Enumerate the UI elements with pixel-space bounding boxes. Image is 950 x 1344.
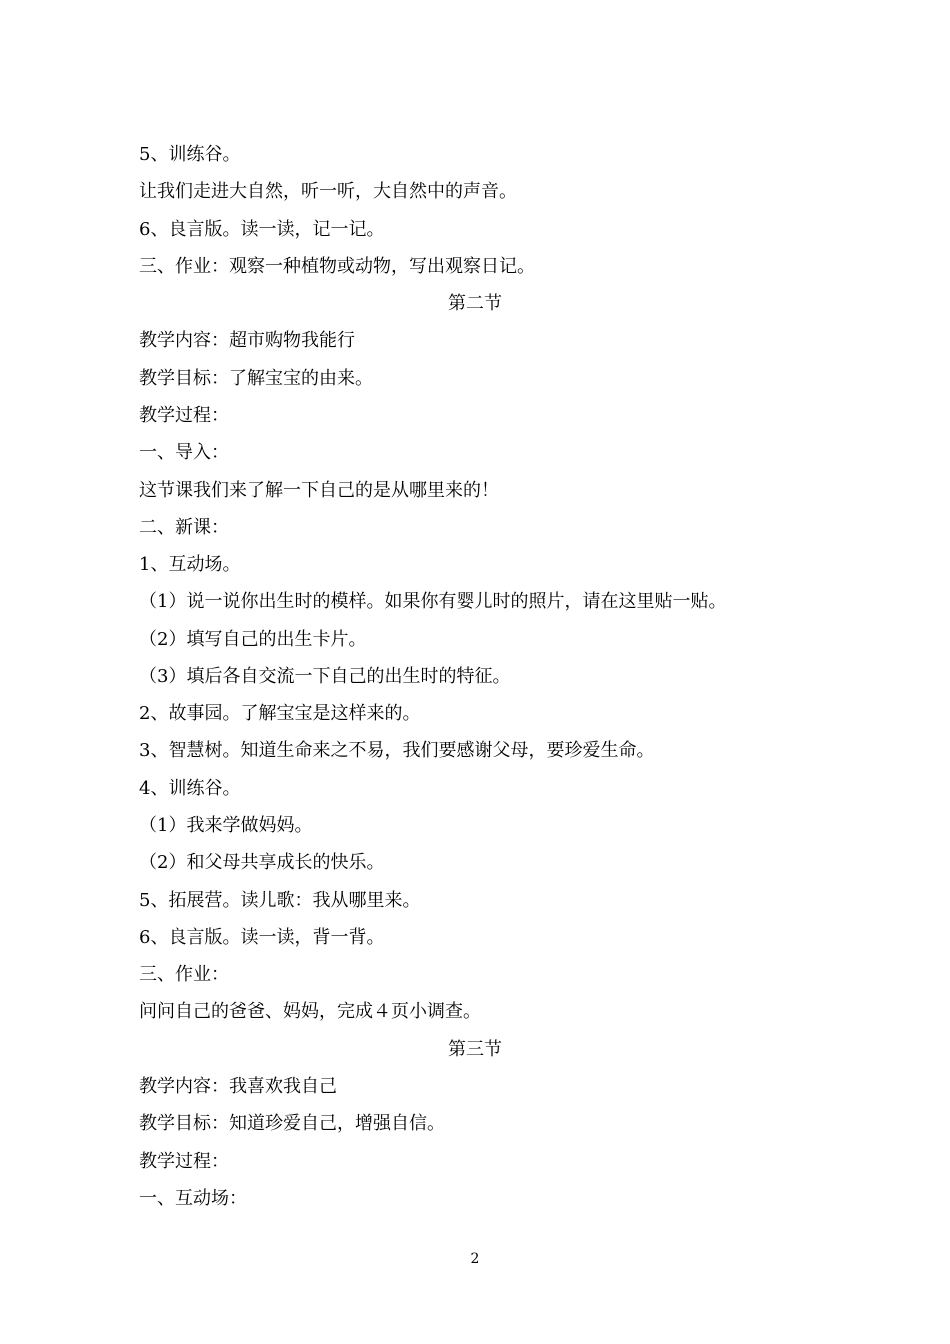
- text-line: （2）和父母共享成长的快乐。: [139, 852, 385, 873]
- text-line: （2）填写自己的出生卡片。: [139, 629, 367, 650]
- text-line: （1）说一说你出生时的模样。如果你有婴儿时的照片，请在这里贴一贴。: [139, 591, 727, 612]
- text-line: 3、智慧树。知道生命来之不易，我们要感谢父母，要珍爱生命。: [139, 740, 655, 761]
- text-line: 教学目标：知道珍爱自己，增强自信。: [139, 1113, 445, 1134]
- text-line: 三、作业：: [139, 964, 229, 985]
- section-heading: 第二节: [448, 293, 502, 314]
- text-line: 让我们走进大自然，听一听，大自然中的声音。: [139, 181, 517, 202]
- text-line: 三、作业：观察一种植物或动物，写出观察日记。: [139, 256, 535, 277]
- text-line: 教学过程：: [139, 405, 229, 426]
- text-line: 4、训练谷。: [139, 778, 241, 799]
- text-line: 一、互动场：: [139, 1188, 247, 1209]
- text-line: 1、互动场。: [139, 554, 241, 575]
- text-line: 教学目标：了解宝宝的由来。: [139, 368, 373, 389]
- text-line: 教学内容：超市购物我能行: [139, 330, 355, 351]
- page-number: 2: [470, 1251, 480, 1267]
- section-heading: 第三节: [448, 1039, 502, 1060]
- text-line: 5、拓展营。读儿歌：我从哪里来。: [139, 890, 421, 911]
- text-line: （1）我来学做妈妈。: [139, 815, 313, 836]
- text-line: 这节课我们来了解一下自己的是从哪里来的！: [139, 480, 499, 501]
- text-line: 二、新课：: [139, 517, 229, 538]
- text-line: 教学内容：我喜欢我自己: [139, 1076, 337, 1097]
- text-line: 2、故事园。了解宝宝是这样来的。: [139, 703, 421, 724]
- text-line: （3）填后各自交流一下自己的出生时的特征。: [139, 666, 511, 687]
- text-line: 教学过程：: [139, 1151, 229, 1172]
- text-line: 6、良言版。读一读，背一背。: [139, 927, 385, 948]
- text-line: 6、良言版。读一读，记一记。: [139, 219, 385, 240]
- text-line: 问问自己的爸爸、妈妈，完成４页小调查。: [139, 1001, 481, 1022]
- text-line: 一、导入：: [139, 442, 229, 463]
- text-line: 5、训练谷。: [139, 144, 241, 165]
